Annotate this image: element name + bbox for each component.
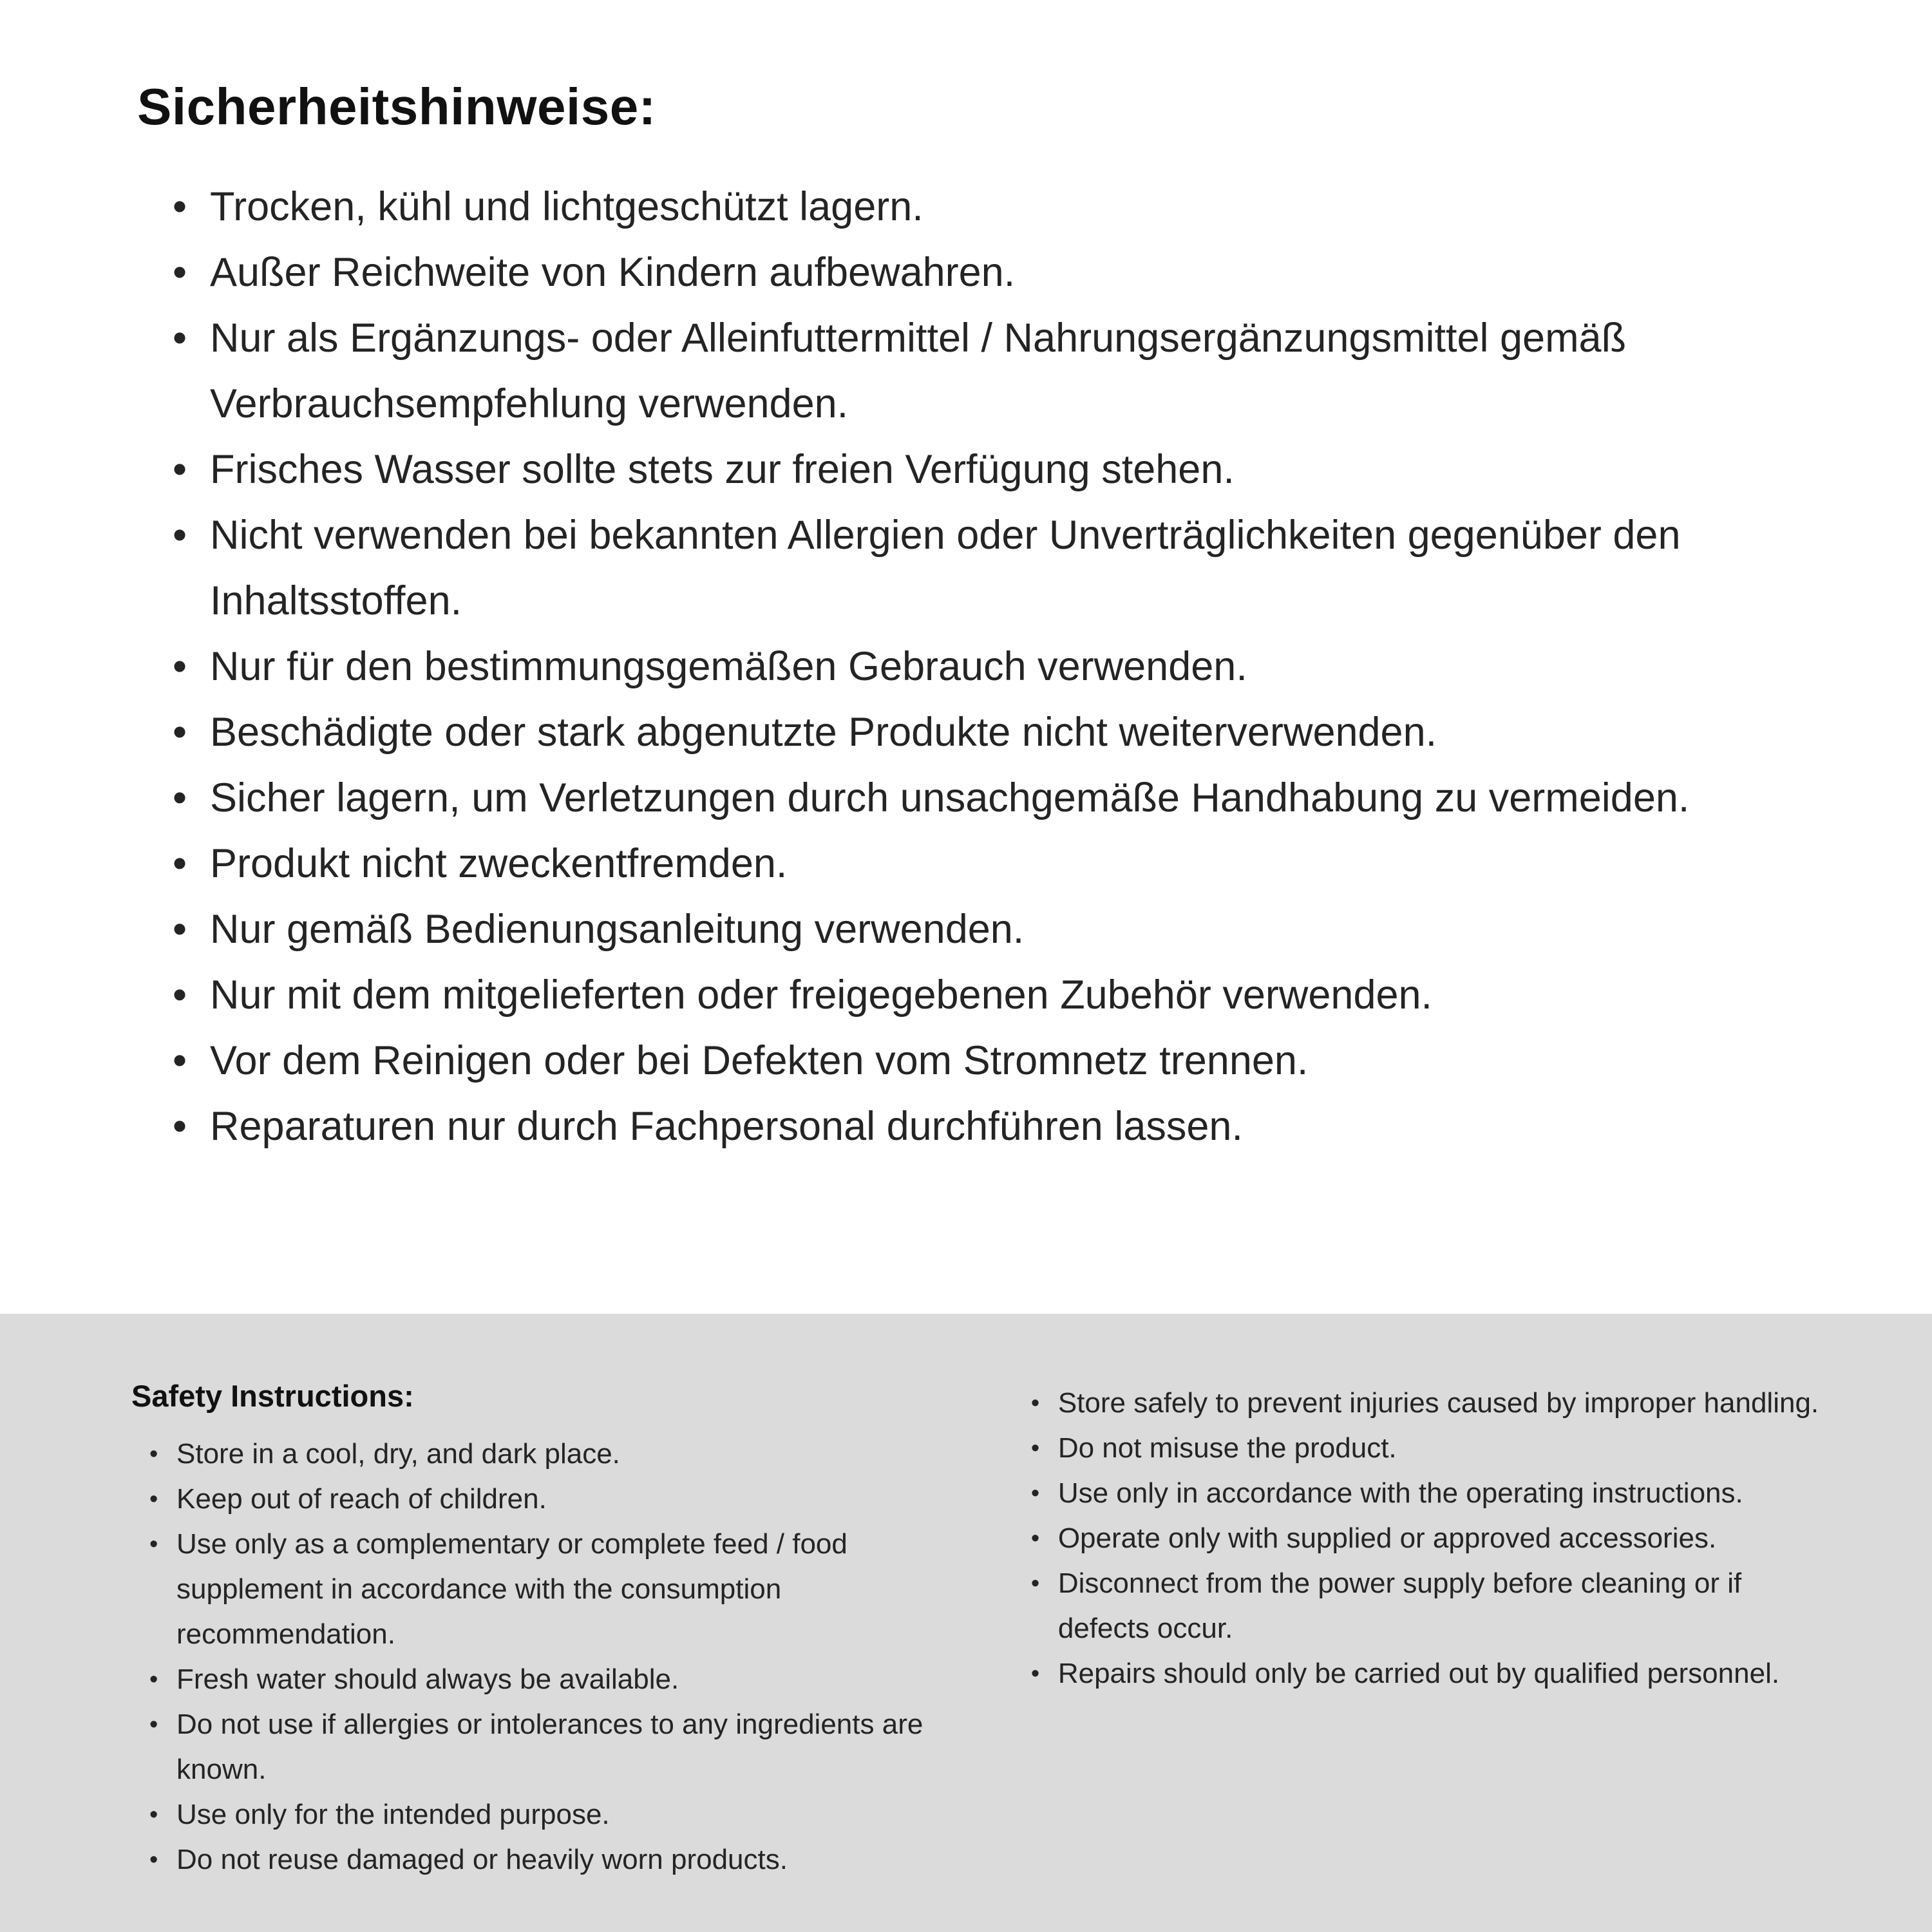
list-item: • Do not reuse damaged or heavily worn products. (149, 1837, 973, 1882)
english-left-column (131, 1378, 973, 1932)
list-item: • Nur für den bestimmungsgemäßen Gebrauch verwenden. (173, 634, 1829, 699)
list-item: • Produkt nicht zweckentfremden. (173, 831, 1829, 896)
english-safety-list-left (131, 1432, 973, 1882)
list-item: • Fresh water should always be available. (149, 1657, 973, 1702)
list-item: • Do not use if allergies or intolerances to any ingredients are known. (149, 1702, 973, 1792)
list-item: • Nur als Ergänzungs- oder Alleinfuttermittel / Nahrungsergänzungsmittel gemäß Verbrauchsempfehlung verwenden. (173, 305, 1829, 437)
list-item: • Sicher lagern, um Verletzungen durch unsachgemäße Handhabung zu vermeiden. (173, 765, 1829, 831)
list-item: • Use only for the intended purpose. (149, 1792, 973, 1837)
list-item: • Nur mit dem mitgelieferten oder freigegebenen Zubehör verwenden. (173, 962, 1829, 1028)
list-item: • Nur gemäß Bedienungsanleitung verwenden. (173, 896, 1829, 962)
list-item: • Operate only with supplied or approved accessories. (1031, 1516, 1835, 1561)
list-item: • Store safely to prevent injuries caused by improper handling. (1031, 1381, 1835, 1426)
list-item: • Repairs should only be carried out by qualified personnel. (1031, 1651, 1835, 1696)
list-item: • Do not misuse the product. (1031, 1426, 1835, 1471)
list-item: • Frisches Wasser sollte stets zur freien Verfügung stehen. (173, 437, 1829, 502)
list-item: • Reparaturen nur durch Fachpersonal durchführen lassen. (173, 1094, 1829, 1159)
english-safety-section (0, 1314, 1932, 1932)
list-item: • Außer Reichweite von Kindern aufbewahren. (173, 240, 1829, 305)
english-right-column (1031, 1378, 1835, 1932)
list-item: • Vor dem Reinigen oder bei Defekten vom Stromnetz trennen. (173, 1028, 1829, 1094)
list-item: • Store in a cool, dry, and dark place. (149, 1432, 973, 1477)
list-item: • Use only as a complementary or complete feed / food supplement in accordance with the consumption recommendation. (149, 1522, 973, 1657)
german-safety-list (137, 174, 1829, 1159)
list-item: • Beschädigte oder stark abgenutzte Produkte nicht weiterverwenden. (173, 699, 1829, 765)
english-section-title: Safety Instructions: (131, 1379, 414, 1413)
german-section-title: Sicherheitshinweise: (137, 78, 656, 135)
list-item: • Disconnect from the power supply before cleaning or if defects occur. (1031, 1561, 1835, 1651)
list-item: • Keep out of reach of children. (149, 1477, 973, 1522)
list-item: • Trocken, kühl und lichtgeschützt lagern. (173, 174, 1829, 240)
list-item: • Nicht verwenden bei bekannten Allergien oder Unverträglichkeiten gegenüber den Inhaltsstoffen. (173, 502, 1829, 634)
list-item: • Use only in accordance with the operating instructions. (1031, 1471, 1835, 1516)
english-safety-list-right (1031, 1381, 1835, 1696)
